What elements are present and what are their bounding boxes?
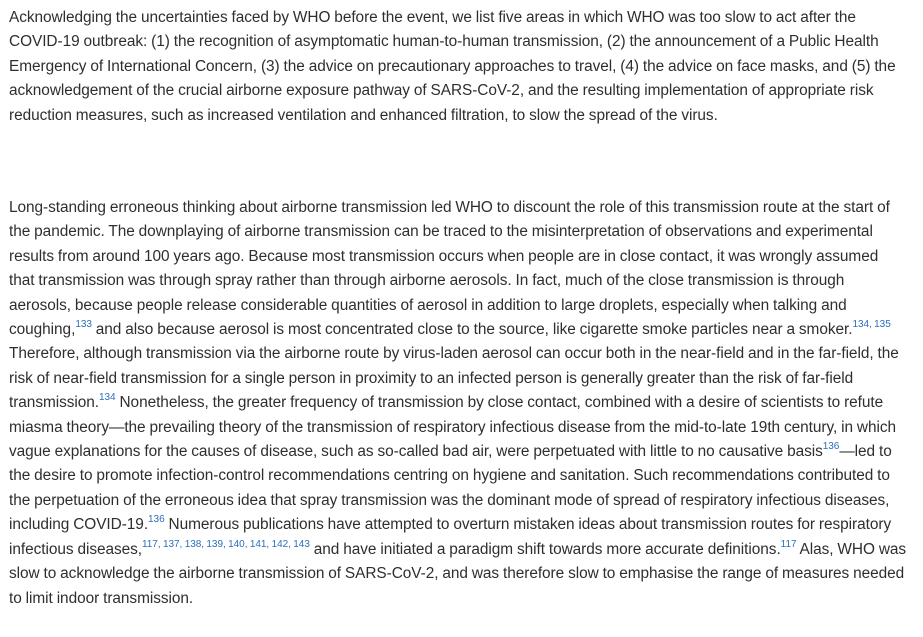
citation-link-136[interactable]: 136 [148, 514, 165, 526]
paragraph-airborne-transmission [9, 196, 907, 611]
citation-link-139[interactable]: 139 [206, 538, 223, 550]
citation-link-138[interactable]: 138 [184, 538, 202, 550]
citation-separator: , [288, 538, 294, 550]
citation-link-136[interactable]: 136 [822, 440, 840, 452]
paragraph-text-segment: Nonetheless, the greater frequency of transmission by close contact, combined with a desire of scientists to refute miasma theory—the prevailing theory of the transmission of respiratory infectious disease from the mid-to-late 19th century, in which vague explanations for the causes of disease, such as so-called bad air, were perpetuated with little to no causative basis [9, 394, 897, 461]
citation-group [148, 514, 165, 525]
citation-link-141[interactable]: 141 [249, 538, 267, 550]
citation-group [99, 392, 116, 403]
citation-separator: , [201, 538, 207, 550]
citation-link-117[interactable]: 117 [142, 538, 158, 550]
citation-link-137[interactable]: 137 [162, 538, 180, 550]
paragraph-text-segment: and also because aerosol is most concentrated close to the source, like cigarette smoke particles near a smoker. [91, 321, 853, 339]
citation-separator: , [157, 538, 163, 550]
citation-link-134[interactable]: 134 [852, 318, 869, 330]
paragraph-text-segment: Therefore, although transmission via the airborne route by virus-laden aerosol can occur both in the near-field and in the far-field, the risk of near-field transmission for a single person in proximity to an infected person is generally greater than the risk of far-field transmission. [9, 345, 899, 412]
citation-separator: , [222, 538, 229, 550]
paragraph-text-segment: Long-standing erroneous thinking about airborne transmission led WHO to discount the role of this transmission route at the start of the pandemic. The downplaying of airborne transmission can be traced to the misinterpretation of observations and experimental results from around 100 years ago. Because most transmission occurs when people are in close contact, it was wrongly assumed that transmission was through spray rather than through airborne aerosols. In fact, much of the close transmission is through aerosols, because people release considerable quantities of aerosol in addition to large droplets, especially when talking and coughing, [9, 199, 890, 339]
citation-group [75, 319, 92, 330]
paragraph-text-segment: Numerous publications have attempted to overturn mistaken ideas about transmission routes for respiratory infectious diseases, [9, 516, 892, 558]
citation-separator: , [869, 318, 875, 330]
citation-link-143[interactable]: 143 [293, 538, 310, 550]
citation-group [823, 441, 840, 452]
citation-group [142, 539, 310, 550]
paragraph-text-segment: Alas, WHO was slow to acknowledge the airborne transmission of SARS-CoV-2, and was therefore slow to emphasise the range of measures needed to limit indoor transmission. [9, 540, 907, 607]
citation-separator: , [244, 538, 250, 550]
paragraph-text-segment: —led to the desire to promote infection-control recommendations centring on hygiene and sanitation. Such recommendations contributed to the perpetuation of the erroneous idea that spray transmission was the dominant mode of spread of respiratory infectious diseases, including COVID-19. [9, 443, 892, 534]
citation-separator: , [266, 538, 272, 550]
paragraph-text-segment: and have initiated a paradigm shift towards more accurate definitions. [309, 540, 781, 558]
citation-group [781, 539, 797, 550]
citation-link-142[interactable]: 142 [271, 538, 289, 550]
paragraph-five-areas: Acknowledging the uncertainties faced by WHO before the event, we list five areas in which WHO was too slow to act after the COVID-19 outbreak: (1) the recognition of asymptomatic human-to-human transmission, (2) the announcement of a Public Health Emergency of International Concern, (3) the advice on precautionary approaches to travel, (4) the advice on face masks, and (5) the acknowledgement of the crucial airborne exposure pathway of SARS-CoV-2, and the resulting implementation of appropriate risk reduction measures, such as increased ventilation and enhanced filtration, to slow the spread of the virus. [9, 9, 896, 124]
citation-group [852, 319, 890, 330]
citation-link-140[interactable]: 140 [228, 538, 245, 550]
citation-link-135[interactable]: 135 [874, 318, 891, 330]
citation-separator: , [179, 538, 185, 550]
citation-link-134[interactable]: 134 [99, 392, 116, 404]
citation-link-133[interactable]: 133 [75, 318, 92, 330]
citation-link-117[interactable]: 117 [780, 538, 797, 550]
